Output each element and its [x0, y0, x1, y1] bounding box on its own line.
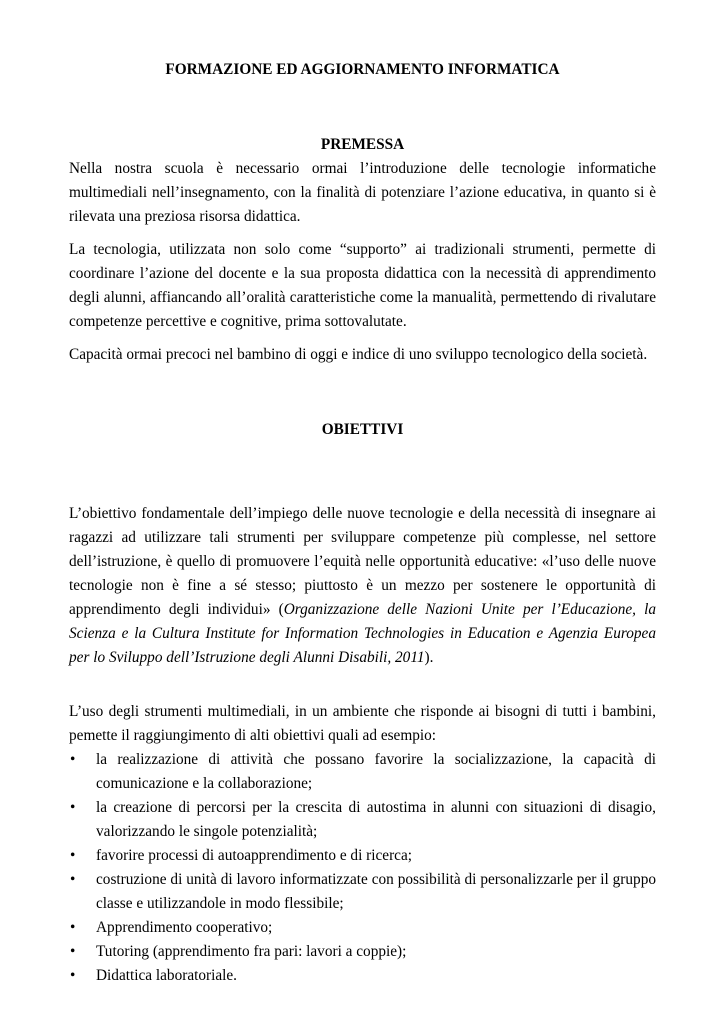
section-heading-obiettivi: OBIETTIVI — [321, 421, 404, 438]
bullet-icon: • — [70, 943, 76, 960]
premessa-paragraph-3: Capacità ormai precoci nel bambino di oggi e indice di uno sviluppo tecnologico della società. — [69, 346, 648, 363]
list-item — [69, 940, 656, 964]
list-item — [69, 964, 656, 988]
bullet-icon: • — [70, 751, 76, 768]
list-item-text: favorire processi di autoapprendimento e di ricerca; — [96, 847, 412, 864]
list-item-text: la realizzazione di attività che possano favorire la socializzazione, la capacità di comunicazione e la collaborazione; — [96, 751, 656, 792]
obiettivi-bullet-list — [69, 748, 656, 988]
list-item — [69, 916, 656, 940]
bullet-icon: • — [70, 799, 76, 816]
premessa-paragraph-2: La tecnologia, utilizzata non solo come “supporto” ai tradizionali strumenti, permette di coordinare l’azione del docente e la sua proposta didattica con la necessità di apprendimento degli alunni, affiancando all’oralità caratteristiche come la manualità, permettendo di rivalutare competenze percettive e cognitive, prima sottovalutate. — [69, 241, 656, 330]
list-item — [69, 868, 656, 916]
obiettivi-paragraph — [69, 502, 656, 670]
list-item-text: Didattica laboratoriale. — [96, 967, 238, 984]
list-item-text: Tutoring (apprendimento fra pari: lavori a coppie); — [96, 943, 407, 960]
obiettivi-paragraph-text: L’obiettivo fondamentale dell’impiego delle nuove tecnologie e della necessità di insegnare ai ragazzi ad utilizzare tali strumenti per sviluppare competenze più complesse, nel settore dell’istruzione, è quello di promuovere l’equità nelle opportunità educative: «l’uso delle nuove tecnologie non è fine a sé stesso; piuttosto è un mezzo per sostenere le opportunità di apprendimento degli individui» ( — [69, 505, 656, 618]
list-item-text: costruzione di unità di lavoro informatizzate con possibilità di personalizzarle per il gruppo classe e utilizzandole in modo flessibile; — [96, 871, 656, 912]
document-page — [69, 58, 656, 988]
list-item-text: Apprendimento cooperativo; — [96, 919, 273, 936]
obiettivi-citation: Organizzazione delle Nazioni Unite per l’Educazione, la Scienza e la Cultura Institute for Information Technologies in Education e Agenzia Europea per lo Sviluppo dell’Istruzione degli Alunni Disabili, 2011 — [69, 601, 657, 666]
bullet-icon: • — [70, 871, 76, 888]
bullet-icon: • — [70, 919, 76, 936]
obiettivi-intro: L’uso degli strumenti multimediali, in un ambiente che risponde ai bisogni di tutti i bambini, pemette il raggiungimento di alti obiettivi quali ad esempio: — [69, 703, 656, 744]
obiettivi-citation-close: ). — [424, 649, 434, 666]
list-item — [69, 748, 656, 796]
premessa-paragraph-1: Nella nostra scuola è necessario ormai l’introduzione delle tecnologie informatiche multimediali nell’insegnamento, con la finalità di potenziare l’azione educativa, in quanto si è rilevata una preziosa risorsa didattica. — [69, 160, 656, 225]
document-title: FORMAZIONE ED AGGIORNAMENTO INFORMATICA — [165, 61, 560, 78]
list-item — [69, 844, 656, 868]
section-heading-premessa: PREMESSA — [320, 136, 405, 153]
list-item-text: la creazione di percorsi per la crescita di autostima in alunni con situazioni di disagio, valorizzando le singole potenzialità; — [96, 799, 656, 840]
bullet-icon: • — [70, 967, 76, 984]
list-item — [69, 796, 656, 844]
bullet-icon: • — [70, 847, 76, 864]
